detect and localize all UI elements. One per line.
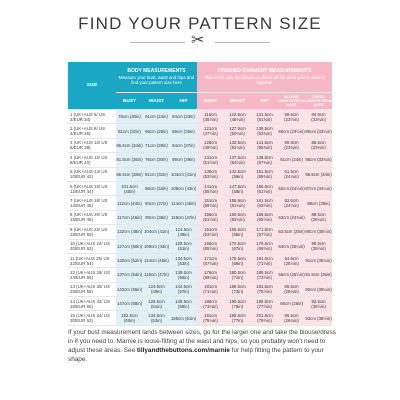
finished-garment-header [197,62,332,93]
col-body-bust: BUST [116,93,143,110]
col-body-waist: WAIST [143,93,170,110]
table-cell: 132cm (52in) [116,253,143,267]
table-cell: 87cm (34¼in) [305,181,332,195]
table-cell: 180.5cm (71in) [224,268,251,282]
table-cell: 92cm (36¼in) [305,282,332,296]
table-cell: 65cm (25½in) [278,268,305,282]
table-cell: 129.5cm (51in) [170,239,197,253]
table-cell: 116cm (45½in) [197,110,224,124]
table-cell: 122cm (48in) [116,225,143,239]
fitting-note-text: If your bust measurement lands between sizes, go for the larger one and take the blouse/dress in if you need to. Marnie is loose-fitting at the waist and hips, so you probably won't need to adjust these areas. See [68,329,336,354]
table-cell: 149.5cm (59in) [170,297,197,311]
col-fin-bust: BUST [197,93,224,110]
table-cell: 89cm (35in) [170,124,197,138]
table-row [68,268,332,282]
table-cell: 119cm (47in) [143,268,170,282]
table-cell: 117cm (46in) [116,210,143,224]
table-cell: 186cm (73¼in) [197,297,224,311]
size-label: 9 (UK+AUS 22/ US 18/EUR 50) [68,225,116,239]
size-label: 5 (UK+AUS 14/ US 10/EUR 42) [68,167,116,181]
table-row [68,311,332,325]
size-label: 11 (UK+AUS 26/ US 22/EUR 54) [68,253,116,267]
table-cell: 76cm (30in) [143,153,170,167]
col-fin-blouse-length: BLOUSE LENGTH FROM NAPE [278,93,305,110]
size-label: 4 (UK+AUS 12/ US 8/EUR 40) [68,153,116,167]
table-cell: 181.5cm (71½in) [251,253,278,267]
table-cell: 156.5cm (61½in) [251,181,278,195]
table-cell: 151.5cm (59¾in) [251,167,278,181]
table-cell: 90cm (35½in) [305,225,332,239]
table-cell: 139.5cm (55in) [170,268,197,282]
table-cell: 134.5cm (53in) [143,311,170,325]
table-cell: 92.5cm (36½in) [305,297,332,311]
fitting-note-link[interactable]: tillyandthebuttons.com/marnie [136,347,230,354]
table-cell: 191.5cm (75½in) [251,282,278,296]
size-label: 10 (UK+AUS 24/ US 20/EUR 52) [68,239,116,253]
page-title: FIND YOUR PATTERN SIZE [78,14,322,33]
table-cell: 61.5cm (24¼in) [278,167,305,181]
table-cell: 99cm (39in) [143,210,170,224]
table-cell: 81cm (32in) [143,167,170,181]
table-cell: 64.5cm (25½in) [278,253,305,267]
table-cell: 61cm (24in) [278,153,305,167]
table-cell: 137cm (54in) [116,268,143,282]
table-cell: 166.5cm (65½in) [251,210,278,224]
table-cell: 186.5cm (73½in) [251,268,278,282]
table-cell: 76cm (30in) [116,110,143,124]
table-cell: 171.5cm (67½in) [251,225,278,239]
table-cell: 62cm (24½in) [278,181,305,195]
table-cell: 104cm (41in) [143,225,170,239]
table-cell: 121cm (47½in) [197,124,224,138]
table-row [68,167,332,181]
table-row [68,282,332,296]
size-label: 13 (UK+AUS 30/ US 26/EUR 58) [68,282,116,296]
size-label: 8 (UK+AUS 20/ US 16/EUR 48) [68,210,116,224]
table-cell: 101.5cm (40in) [116,181,143,195]
table-cell: 160.5cm (63¼in) [224,210,251,224]
table-row [68,181,332,195]
table-cell: 85cm (33½in) [305,124,332,138]
size-label: 1 (UK+AUS 6/ US 2/EUR 34) [68,110,116,124]
size-label: 12 (UK+AUS 28/ US 24/EUR 56) [68,268,116,282]
table-cell: 66cm (26in) [278,297,305,311]
fitting-note [68,328,340,364]
table-cell: 152.5cm (60in) [116,311,143,325]
table-cell: 131.5cm (51¾in) [251,110,278,124]
table-row [68,253,332,267]
table-cell: 127cm (50in) [116,239,143,253]
table-cell: 201.5cm (79½in) [251,311,278,325]
table-cell: 171cm (67¼in) [197,253,224,267]
table-cell: 66cm (26in) [143,124,170,138]
title-rule-right [215,42,270,43]
table-cell: 146.5cm (57¾in) [251,153,278,167]
table-cell: 156cm (61½in) [197,210,224,224]
table-cell: 96.5cm (38in) [116,167,143,181]
table-cell: 84.5cm (33¼in) [305,110,332,124]
size-label: 3 (UK+AUS 10/ US 6/EUR 38) [68,138,116,152]
table-cell: 86cm (33¾in) [305,153,332,167]
size-label: 2 (UK+AUS 8/ US 4/EUR 36) [68,124,116,138]
table-cell: 195.5cm (77in) [224,311,251,325]
table-cell: 185.5cm (73in) [224,282,251,296]
table-cell: 129.5cm (51in) [143,297,170,311]
table-cell: 65.5cm (25¾in) [278,282,305,296]
table-row [68,297,332,311]
table-cell: 132.5cm (52¼in) [224,138,251,152]
table-cell: 66.5cm (26¼in) [278,311,305,325]
table-cell: 190.5cm (75in) [224,297,251,311]
table-cell: 99cm (39in) [170,153,197,167]
table-cell: 131cm (51½in) [197,153,224,167]
table-cell: 126cm (49½in) [197,138,224,152]
table-row [68,196,332,210]
size-label: 7 (UK+AUS 18/ US 14/EUR 46) [68,196,116,210]
table-cell: 142cm (56in) [116,282,143,296]
col-fin-waist: WAIST [224,93,251,110]
table-cell: 134.5cm (53in) [170,253,197,267]
table-cell: 86cm (34in) [143,181,170,195]
finished-garment-text: This is the size the blouse or dress will be once you've sewn it together [204,75,325,85]
body-measurements-title: BODY MEASUREMENTS [127,68,186,74]
size-chart-table [68,62,332,326]
table-cell: 63cm (24¾in) [278,210,305,224]
table-cell: 147cm (58in) [116,297,143,311]
table-cell: 141.5cm (55¾in) [251,138,278,152]
body-measurements-header [116,62,197,93]
table-cell: 175.5cm (69in) [224,253,251,267]
table-row [68,153,332,167]
table-cell: 124.5cm (49in) [170,225,197,239]
table-cell: 124.5cm (49in) [143,282,170,296]
table-cell: 144.5cm (57in) [170,282,197,296]
table-cell: 176cm (69¼in) [197,268,224,282]
table-cell: 191cm (75¼in) [197,311,224,325]
table-cell: 165.5cm (65in) [224,225,251,239]
table-cell: 176.5cm (69½in) [251,239,278,253]
table-cell: 142.5cm (56in) [224,167,251,181]
table-row [68,239,332,253]
table-cell: 119cm (47in) [170,210,197,224]
table-cell: 91.5cm (36in) [305,268,332,282]
table-cell: 86.5cm (34in) [116,138,143,152]
table-cell: 62.5cm (24½in) [278,196,305,210]
table-cell: 104cm (41in) [170,167,197,181]
col-body-hip: HIP [170,93,197,110]
table-cell: 94cm (37in) [170,138,197,152]
table-row [68,225,332,239]
table-cell: 109cm (43in) [170,181,197,195]
table-cell: 155.5cm (61¼in) [224,196,251,210]
table-cell: 94cm (37in) [143,196,170,210]
table-cell: 170.5cm (67in) [224,239,251,253]
table-cell: 122.5cm (48¼in) [224,110,251,124]
fitting-note-tail: for help fitting the pattern to your shape. [68,347,324,363]
table-cell: 85.5cm (33¾in) [305,138,332,152]
table-cell: 114cm (45in) [170,196,197,210]
table-cell: 71cm (28in) [143,138,170,152]
table-cell: 166cm (65½in) [197,239,224,253]
table-cell: 93cm (36½in) [305,311,332,325]
col-fin-hip: HIP [251,93,278,110]
table-cell: 91cm (35¾in) [305,253,332,267]
table-cell: 112cm (44in) [116,196,143,210]
table-cell: 137.5cm (54¼in) [224,153,251,167]
scissors-icon: ✂ [191,32,205,49]
table-row [68,138,332,152]
table-row [68,124,332,138]
table-cell: 61cm (24in) [143,110,170,124]
table-cell: 84cm (33in) [170,110,197,124]
table-row [68,110,332,124]
table-cell: 141cm (55½in) [197,181,224,195]
size-label: 15 (UK+AUS 34/ US 30/EUR 62) [68,311,116,325]
table-cell: 81cm (32in) [116,124,143,138]
table-cell: 136.5cm (53¾in) [251,124,278,138]
table-cell: 161.5cm (63½in) [251,196,278,210]
table-cell: 114cm (45in) [143,253,170,267]
table-cell: 136cm (53½in) [197,167,224,181]
table-cell: 89.5cm (35¼in) [305,210,332,224]
col-fin-dress-length: DRESS LENGTH FROM NAPE [305,93,332,110]
size-label: 14 (UK+AUS 32/ US 28/EUR 60) [68,297,116,311]
table-row [68,210,332,224]
title-rule-left [130,42,185,43]
size-header: SIZE [68,62,116,110]
table-cell: 127.5cm (50¼in) [224,124,251,138]
table-cell: 161cm (63½in) [197,225,224,239]
table-cell: 109cm (43in) [143,239,170,253]
table-cell: 64cm (25¼in) [278,239,305,253]
table-cell: 155cm (61in) [170,311,197,325]
table-cell: 91.5cm (36in) [116,153,143,167]
finished-garment-title: FINISHED GARMENT MEASUREMENTS [217,68,312,74]
table-cell: 86.5cm (34in) [305,167,332,181]
table-cell: 89cm (35in) [305,196,332,210]
table-cell: 181cm (71¼in) [197,282,224,296]
table-cell: 60.5cm (23¾in) [278,138,305,152]
table-cell: 147.5cm (58in) [224,181,251,195]
table-cell: 151cm (59½in) [197,196,224,210]
table-cell: 59.5cm (23½in) [278,110,305,124]
table-cell: 196.5cm (77½in) [251,297,278,311]
size-label: 6 (UK+AUS 16/ US 12/EUR 44) [68,181,116,195]
table-cell: 60cm (23½in) [278,124,305,138]
table-cell: 63.5cm (25in) [278,225,305,239]
body-measurements-text: Measure your bust, waist and hips and find your pattern size here [118,75,195,85]
table-cell: 90.5cm (35½in) [305,239,332,253]
